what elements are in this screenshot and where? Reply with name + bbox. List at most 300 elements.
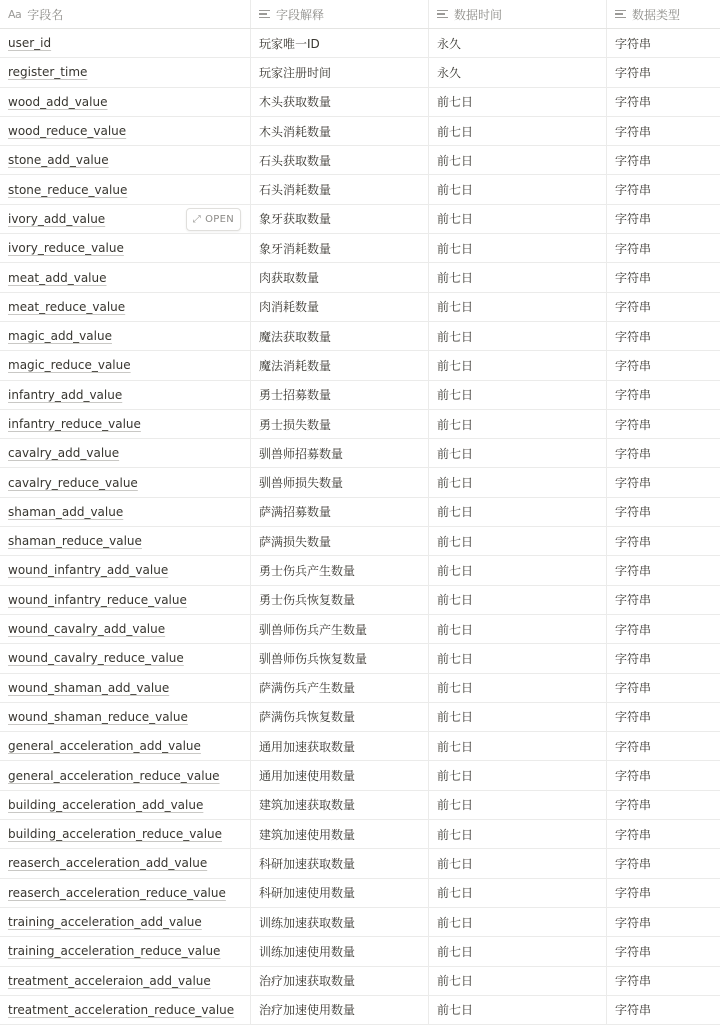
cell-data-time-text: 前七日 <box>437 446 474 461</box>
cell-data-time-text: 前七日 <box>437 505 474 520</box>
cell-data-type[interactable] <box>606 820 720 848</box>
cell-field-name[interactable] <box>0 29 250 57</box>
cell-field-description[interactable] <box>250 322 428 350</box>
cell-data-time-text: 前七日 <box>437 856 474 871</box>
cell-data-type[interactable] <box>606 498 720 526</box>
table-row[interactable] <box>0 263 720 292</box>
table-row[interactable] <box>0 674 720 703</box>
cell-field-description[interactable] <box>250 527 428 555</box>
cell-data-time-text: 前七日 <box>437 681 474 696</box>
cell-data-type[interactable] <box>606 674 720 702</box>
cell-data-type-text: 字符串 <box>615 534 652 549</box>
cell-data-time[interactable] <box>428 58 606 86</box>
cell-data-time-text: 前七日 <box>437 798 474 813</box>
cell-data-type[interactable] <box>606 849 720 877</box>
cell-field-description[interactable] <box>250 117 428 145</box>
cell-field-name[interactable] <box>0 527 250 555</box>
cell-field-name[interactable] <box>0 791 250 819</box>
cell-data-time[interactable] <box>428 996 606 1024</box>
cell-data-time[interactable] <box>428 967 606 995</box>
cell-field-description-text: 魔法获取数量 <box>259 329 332 344</box>
table-row[interactable] <box>0 293 720 322</box>
cell-field-description[interactable] <box>250 879 428 907</box>
cell-field-name[interactable] <box>0 967 250 995</box>
field-name-text[interactable]: wound_infantry_reduce_value <box>8 592 187 607</box>
open-page-button[interactable] <box>186 208 241 231</box>
field-name-text[interactable]: meat_add_value <box>8 270 107 285</box>
cell-data-time[interactable] <box>428 586 606 614</box>
cell-field-description[interactable] <box>250 586 428 614</box>
cell-data-time[interactable] <box>428 527 606 555</box>
cell-data-type-text: 字符串 <box>615 300 652 315</box>
cell-field-description-text: 石头获取数量 <box>259 153 332 168</box>
cell-data-time[interactable] <box>428 644 606 672</box>
cell-field-name[interactable] <box>0 644 250 672</box>
text-lines-icon <box>259 10 270 19</box>
table-row[interactable] <box>0 908 720 937</box>
table-row[interactable] <box>0 29 720 58</box>
cell-data-time-text: 前七日 <box>437 739 474 754</box>
field-name-text[interactable]: training_acceleration_reduce_value <box>8 944 221 959</box>
cell-data-time[interactable] <box>428 234 606 262</box>
cell-field-description-text: 魔法消耗数量 <box>259 358 332 373</box>
field-name-text[interactable]: magic_add_value <box>8 329 112 344</box>
cell-field-description[interactable] <box>250 732 428 760</box>
cell-data-type-text: 字符串 <box>615 183 652 198</box>
cell-data-time[interactable] <box>428 498 606 526</box>
cell-field-description[interactable] <box>250 205 428 233</box>
field-name-text[interactable]: magic_reduce_value <box>8 358 131 373</box>
cell-data-time[interactable] <box>428 175 606 203</box>
cell-data-time[interactable] <box>428 263 606 291</box>
cell-data-type[interactable] <box>606 293 720 321</box>
cell-field-description-text: 治疗加速获取数量 <box>259 974 356 989</box>
cell-field-name[interactable] <box>0 322 250 350</box>
field-name-text[interactable]: wood_add_value <box>8 94 108 109</box>
column-header-label: 字段名 <box>27 7 64 22</box>
cell-data-time[interactable] <box>428 761 606 789</box>
cell-field-name[interactable] <box>0 937 250 965</box>
cell-data-type-text: 字符串 <box>615 856 652 871</box>
cell-data-type[interactable] <box>606 879 720 907</box>
cell-field-description-text: 玩家唯一ID <box>259 36 320 51</box>
cell-field-name[interactable] <box>0 820 250 848</box>
cell-field-name[interactable] <box>0 381 250 409</box>
cell-data-type[interactable] <box>606 703 720 731</box>
cell-field-description[interactable] <box>250 29 428 57</box>
cell-field-name[interactable] <box>0 556 250 584</box>
table-header <box>0 0 720 29</box>
field-name-text[interactable]: user_id <box>8 36 52 51</box>
cell-field-description-text: 驯兽师伤兵恢复数量 <box>259 651 368 666</box>
cell-data-type[interactable] <box>606 732 720 760</box>
cell-field-description-text: 象牙获取数量 <box>259 212 332 227</box>
cell-data-time[interactable] <box>428 117 606 145</box>
cell-data-time[interactable] <box>428 351 606 379</box>
cell-data-type-text: 字符串 <box>615 886 652 901</box>
table-row[interactable] <box>0 439 720 468</box>
cell-field-description[interactable] <box>250 351 428 379</box>
cell-data-type-text: 字符串 <box>615 710 652 725</box>
table-row[interactable] <box>0 468 720 497</box>
cell-data-time-text: 永久 <box>437 65 462 80</box>
cell-data-time[interactable] <box>428 439 606 467</box>
cell-data-time[interactable] <box>428 908 606 936</box>
column-header-field-name[interactable] <box>0 0 250 28</box>
cell-data-time-text: 前七日 <box>437 241 474 256</box>
cell-data-time-text: 前七日 <box>437 300 474 315</box>
cell-field-name[interactable] <box>0 732 250 760</box>
cell-data-time[interactable] <box>428 410 606 438</box>
cell-field-description-text: 勇士损失数量 <box>259 417 332 432</box>
cell-data-type[interactable] <box>606 410 720 438</box>
cell-data-time[interactable] <box>428 703 606 731</box>
cell-field-description[interactable] <box>250 967 428 995</box>
cell-field-description-text: 萨满伤兵恢复数量 <box>259 710 356 725</box>
cell-field-description[interactable] <box>250 615 428 643</box>
cell-field-description[interactable] <box>250 498 428 526</box>
cell-field-name[interactable] <box>0 703 250 731</box>
field-name-text[interactable]: treatment_acceleration_reduce_value <box>8 1002 235 1017</box>
field-name-text[interactable]: wound_cavalry_add_value <box>8 622 166 637</box>
table-row[interactable] <box>0 967 720 996</box>
cell-field-name[interactable] <box>0 175 250 203</box>
cell-data-type-text: 字符串 <box>615 798 652 813</box>
cell-data-type[interactable] <box>606 29 720 57</box>
cell-field-description-text: 驯兽师伤兵产生数量 <box>259 622 368 637</box>
cell-field-name[interactable] <box>0 439 250 467</box>
cell-data-time-text: 前七日 <box>437 534 474 549</box>
field-name-text[interactable]: wound_cavalry_reduce_value <box>8 651 184 666</box>
cell-field-name[interactable] <box>0 849 250 877</box>
cell-field-description[interactable] <box>250 410 428 438</box>
field-name-text[interactable]: general_acceleration_reduce_value <box>8 768 220 783</box>
cell-data-type[interactable] <box>606 146 720 174</box>
cell-field-description-text: 萨满伤兵产生数量 <box>259 681 356 696</box>
table-row[interactable] <box>0 644 720 673</box>
cell-data-time[interactable] <box>428 205 606 233</box>
field-name-text[interactable]: building_acceleration_reduce_value <box>8 827 223 842</box>
cell-field-name[interactable] <box>0 615 250 643</box>
table-row[interactable] <box>0 820 720 849</box>
cell-field-description[interactable] <box>250 468 428 496</box>
cell-data-type-text: 字符串 <box>615 329 652 344</box>
cell-data-type-text: 字符串 <box>615 153 652 168</box>
cell-field-description-text: 勇士伤兵产生数量 <box>259 563 356 578</box>
cell-data-time[interactable] <box>428 381 606 409</box>
table-row[interactable] <box>0 615 720 644</box>
cell-field-name[interactable] <box>0 293 250 321</box>
cell-data-time[interactable] <box>428 615 606 643</box>
cell-data-time-text: 前七日 <box>437 476 474 491</box>
title-property-icon: Aa <box>8 7 22 21</box>
cell-data-type[interactable] <box>606 586 720 614</box>
field-name-text[interactable]: ivory_add_value <box>8 211 106 226</box>
cell-data-type[interactable] <box>606 468 720 496</box>
cell-data-time-text: 前七日 <box>437 769 474 784</box>
cell-data-time[interactable] <box>428 674 606 702</box>
field-name-text[interactable]: reaserch_acceleration_reduce_value <box>8 885 226 900</box>
cell-field-name[interactable] <box>0 351 250 379</box>
cell-data-type-text: 字符串 <box>615 95 652 110</box>
cell-data-type[interactable] <box>606 644 720 672</box>
cell-data-type-text: 字符串 <box>615 651 652 666</box>
cell-field-description[interactable] <box>250 146 428 174</box>
column-header-data-time[interactable] <box>428 0 606 28</box>
cell-field-name[interactable] <box>0 263 250 291</box>
cell-field-description-text: 玩家注册时间 <box>259 65 332 80</box>
cell-data-type[interactable] <box>606 205 720 233</box>
cell-data-type[interactable] <box>606 937 720 965</box>
cell-field-description[interactable] <box>250 908 428 936</box>
cell-data-type-text: 字符串 <box>615 271 652 286</box>
table-row[interactable] <box>0 791 720 820</box>
field-name-text[interactable]: wound_infantry_add_value <box>8 563 169 578</box>
table-row[interactable] <box>0 58 720 87</box>
cell-field-description-text: 驯兽师损失数量 <box>259 476 344 491</box>
cell-data-time-text: 前七日 <box>437 1003 474 1018</box>
table-row[interactable] <box>0 146 720 175</box>
cell-data-time-text: 前七日 <box>437 183 474 198</box>
cell-data-type-text: 字符串 <box>615 358 652 373</box>
cell-field-description-text: 建筑加速使用数量 <box>259 827 356 842</box>
table-row[interactable] <box>0 937 720 966</box>
cell-data-type[interactable] <box>606 556 720 584</box>
cell-field-name[interactable] <box>0 498 250 526</box>
field-name-text[interactable]: shaman_add_value <box>8 504 124 519</box>
cell-data-time-text: 前七日 <box>437 329 474 344</box>
text-lines-icon <box>615 10 626 19</box>
cell-data-time-text: 前七日 <box>437 915 474 930</box>
table-row[interactable] <box>0 586 720 615</box>
field-name-text[interactable]: stone_reduce_value <box>8 182 128 197</box>
cell-data-type[interactable] <box>606 615 720 643</box>
cell-data-type[interactable] <box>606 322 720 350</box>
table-row[interactable] <box>0 205 720 234</box>
cell-data-type[interactable] <box>606 967 720 995</box>
cell-data-time-text: 前七日 <box>437 153 474 168</box>
cell-data-type[interactable] <box>606 791 720 819</box>
field-name-text[interactable]: reaserch_acceleration_add_value <box>8 856 208 871</box>
table-row[interactable] <box>0 175 720 204</box>
cell-field-name[interactable] <box>0 761 250 789</box>
table-row[interactable] <box>0 879 720 908</box>
cell-field-description[interactable] <box>250 849 428 877</box>
cell-data-type[interactable] <box>606 263 720 291</box>
table-row[interactable] <box>0 322 720 351</box>
field-name-text[interactable]: register_time <box>8 65 88 80</box>
cell-data-type-text: 字符串 <box>615 212 652 227</box>
table-row[interactable] <box>0 527 720 556</box>
cell-field-name[interactable] <box>0 205 250 233</box>
cell-field-name[interactable] <box>0 674 250 702</box>
table-row[interactable] <box>0 88 720 117</box>
cell-data-type[interactable] <box>606 88 720 116</box>
cell-data-time[interactable] <box>428 88 606 116</box>
cell-data-time[interactable] <box>428 820 606 848</box>
field-name-text[interactable]: wound_shaman_add_value <box>8 680 170 695</box>
field-name-text[interactable]: building_acceleration_add_value <box>8 797 204 812</box>
cell-field-description-text: 训练加速使用数量 <box>259 944 356 959</box>
cell-field-description[interactable] <box>250 556 428 584</box>
table-row[interactable] <box>0 732 720 761</box>
table-row[interactable] <box>0 498 720 527</box>
table-row[interactable] <box>0 996 720 1025</box>
cell-field-description[interactable] <box>250 937 428 965</box>
table-row[interactable] <box>0 703 720 732</box>
table-row[interactable] <box>0 381 720 410</box>
cell-data-time[interactable] <box>428 29 606 57</box>
cell-data-time-text: 前七日 <box>437 124 474 139</box>
cell-data-type-text: 字符串 <box>615 944 652 959</box>
cell-data-type-text: 字符串 <box>615 915 652 930</box>
cell-field-name[interactable] <box>0 468 250 496</box>
cell-data-time-text: 前七日 <box>437 827 474 842</box>
cell-field-name[interactable] <box>0 117 250 145</box>
column-header-label: 字段解释 <box>276 7 325 22</box>
cell-field-description[interactable] <box>250 381 428 409</box>
cell-field-description-text: 象牙消耗数量 <box>259 241 332 256</box>
cell-data-time-text: 永久 <box>437 36 462 51</box>
table-row[interactable] <box>0 234 720 263</box>
cell-data-type[interactable] <box>606 117 720 145</box>
cell-field-name[interactable] <box>0 58 250 86</box>
cell-data-time[interactable] <box>428 732 606 760</box>
cell-data-type-text: 字符串 <box>615 417 652 432</box>
cell-field-name[interactable] <box>0 996 250 1024</box>
cell-data-type[interactable] <box>606 996 720 1024</box>
cell-data-type-text: 字符串 <box>615 124 652 139</box>
field-name-text[interactable]: treatment_acceleraion_add_value <box>8 973 211 988</box>
cell-data-time[interactable] <box>428 879 606 907</box>
cell-data-time-text: 前七日 <box>437 886 474 901</box>
column-header-label: 数据时间 <box>454 7 503 22</box>
field-name-text[interactable]: general_acceleration_add_value <box>8 739 201 754</box>
cell-field-name[interactable] <box>0 586 250 614</box>
cell-field-description[interactable] <box>250 58 428 86</box>
cell-data-type-text: 字符串 <box>615 622 652 637</box>
cell-data-type-text: 字符串 <box>615 446 652 461</box>
cell-data-time[interactable] <box>428 937 606 965</box>
field-name-text[interactable]: ivory_reduce_value <box>8 241 124 256</box>
field-name-text[interactable]: wound_shaman_reduce_value <box>8 709 188 724</box>
cell-data-type-text: 字符串 <box>615 476 652 491</box>
cell-data-time-text: 前七日 <box>437 95 474 110</box>
cell-field-description[interactable] <box>250 234 428 262</box>
field-name-text[interactable]: shaman_reduce_value <box>8 534 142 549</box>
cell-data-type[interactable] <box>606 439 720 467</box>
cell-data-type-text: 字符串 <box>615 739 652 754</box>
cell-data-type[interactable] <box>606 175 720 203</box>
table-row[interactable] <box>0 849 720 878</box>
cell-data-time[interactable] <box>428 146 606 174</box>
cell-data-time[interactable] <box>428 791 606 819</box>
cell-field-description[interactable] <box>250 761 428 789</box>
cell-data-time-text: 前七日 <box>437 944 474 959</box>
cell-field-description[interactable] <box>250 175 428 203</box>
column-header-field-description[interactable] <box>250 0 428 28</box>
cell-field-name[interactable] <box>0 146 250 174</box>
cell-data-time[interactable] <box>428 322 606 350</box>
cell-data-type-text: 字符串 <box>615 241 652 256</box>
cell-data-type[interactable] <box>606 908 720 936</box>
field-name-text[interactable]: infantry_add_value <box>8 387 123 402</box>
cell-field-description[interactable] <box>250 820 428 848</box>
table-body <box>0 29 720 1025</box>
cell-data-time[interactable] <box>428 849 606 877</box>
field-name-text[interactable]: stone_add_value <box>8 153 109 168</box>
field-name-text[interactable]: training_acceleration_add_value <box>8 915 202 930</box>
table-row[interactable] <box>0 351 720 380</box>
cell-data-time-text: 前七日 <box>437 651 474 666</box>
field-name-text[interactable]: cavalry_add_value <box>8 446 120 461</box>
cell-field-description[interactable] <box>250 996 428 1024</box>
cell-field-description-text: 木头获取数量 <box>259 95 332 110</box>
cell-field-description-text: 通用加速使用数量 <box>259 769 356 784</box>
cell-data-time-text: 前七日 <box>437 212 474 227</box>
cell-field-description[interactable] <box>250 88 428 116</box>
open-button-label: OPEN <box>205 213 234 225</box>
cell-field-name[interactable] <box>0 410 250 438</box>
cell-data-type[interactable] <box>606 234 720 262</box>
cell-data-time-text: 前七日 <box>437 593 474 608</box>
cell-data-type-text: 字符串 <box>615 505 652 520</box>
cell-data-time-text: 前七日 <box>437 358 474 373</box>
cell-field-description-text: 肉消耗数量 <box>259 300 320 315</box>
cell-data-type[interactable] <box>606 351 720 379</box>
column-header-label: 数据类型 <box>632 7 681 22</box>
cell-field-description[interactable] <box>250 703 428 731</box>
cell-data-time[interactable] <box>428 293 606 321</box>
cell-data-time-text: 前七日 <box>437 622 474 637</box>
table-row[interactable] <box>0 556 720 585</box>
cell-field-description[interactable] <box>250 644 428 672</box>
cell-data-type[interactable] <box>606 58 720 86</box>
cell-data-type-text: 字符串 <box>615 65 652 80</box>
cell-field-name[interactable] <box>0 879 250 907</box>
cell-data-time[interactable] <box>428 468 606 496</box>
column-header-data-type[interactable] <box>606 0 720 28</box>
field-name-text[interactable]: wood_reduce_value <box>8 124 127 139</box>
cell-field-description[interactable] <box>250 674 428 702</box>
field-name-text[interactable]: infantry_reduce_value <box>8 417 141 431</box>
cell-data-type[interactable] <box>606 381 720 409</box>
table-row[interactable] <box>0 410 720 439</box>
field-name-text[interactable]: meat_reduce_value <box>8 299 126 314</box>
cell-data-type-text: 字符串 <box>615 563 652 578</box>
cell-data-time-text: 前七日 <box>437 417 474 432</box>
cell-data-type[interactable] <box>606 527 720 555</box>
cell-data-type[interactable] <box>606 761 720 789</box>
cell-data-type-text: 字符串 <box>615 827 652 842</box>
cell-data-type-text: 字符串 <box>615 974 652 989</box>
table-row[interactable] <box>0 761 720 790</box>
cell-field-description[interactable] <box>250 263 428 291</box>
cell-field-name[interactable] <box>0 908 250 936</box>
field-name-text[interactable]: cavalry_reduce_value <box>8 475 138 490</box>
cell-data-time[interactable] <box>428 556 606 584</box>
cell-data-type-text: 字符串 <box>615 681 652 696</box>
cell-field-name[interactable] <box>0 234 250 262</box>
cell-data-time-text: 前七日 <box>437 563 474 578</box>
table-row[interactable] <box>0 117 720 146</box>
cell-field-description-text: 驯兽师招募数量 <box>259 446 344 461</box>
cell-field-description-text: 勇士伤兵恢复数量 <box>259 593 356 608</box>
cell-field-description[interactable] <box>250 439 428 467</box>
cell-field-description[interactable] <box>250 791 428 819</box>
cell-field-description[interactable] <box>250 293 428 321</box>
cell-field-name[interactable] <box>0 88 250 116</box>
